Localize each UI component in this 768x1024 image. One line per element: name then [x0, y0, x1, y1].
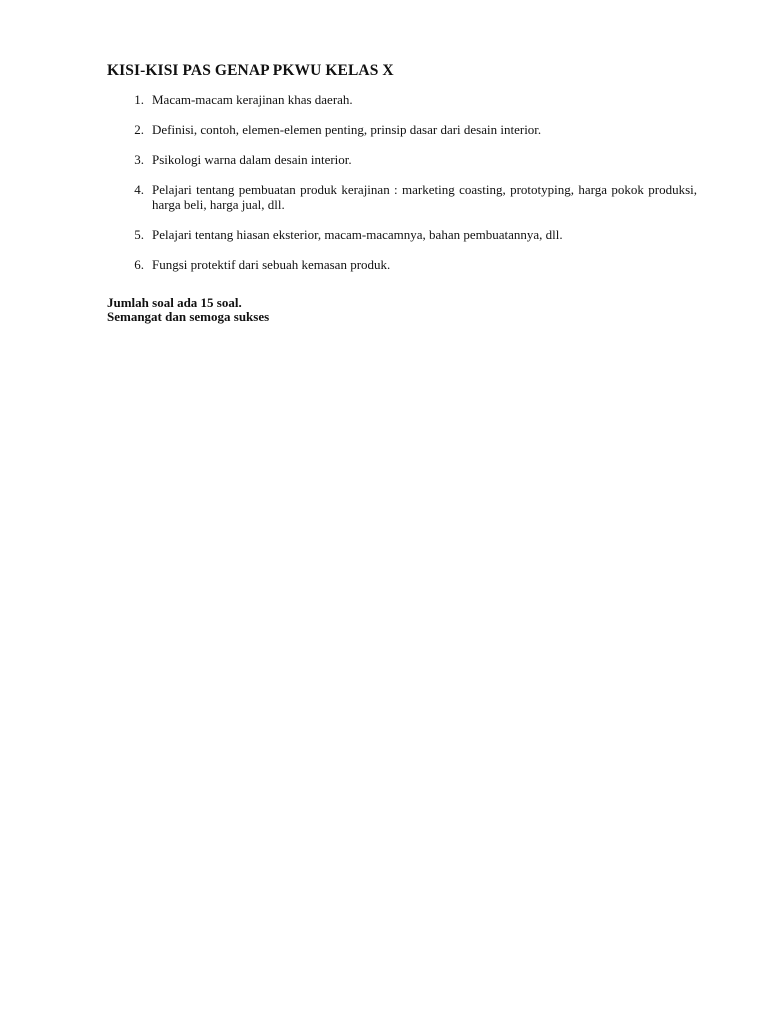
document-content [107, 62, 697, 324]
topic-text: Definisi, contoh, elemen-elemen penting, prinsip dasar dari desain interior. [152, 122, 542, 137]
topic-list [107, 92, 697, 272]
topic-text: Macam-macam kerajinan khas daerah. [152, 92, 353, 107]
topic-text: Psikologi warna dalam desain interior. [152, 152, 352, 167]
topic-number: 1. [134, 92, 144, 107]
good-luck-note: Semangat dan semoga sukses [107, 309, 270, 324]
topic-text: Pelajari tentang pembuatan produk kerajinan : marketing coasting, prototyping, harga pokok produksi, harga beli, harga jual, dll. [152, 182, 697, 212]
topic-text: Pelajari tentang hiasan eksterior, macam-macamnya, bahan pembuatannya, dll. [152, 227, 563, 242]
topic-item [107, 122, 697, 137]
footer-notes [107, 296, 697, 324]
topic-number: 4. [134, 182, 144, 197]
topic-item [107, 257, 697, 272]
topic-text: Fungsi protektif dari sebuah kemasan produk. [152, 257, 391, 272]
topic-number: 2. [134, 122, 144, 137]
topic-item [107, 92, 697, 107]
document-title: KISI-KISI PAS GENAP PKWU KELAS X [107, 62, 394, 79]
topic-number: 5. [134, 227, 144, 242]
topic-item [107, 152, 697, 167]
topic-item [107, 182, 697, 212]
topic-number: 6. [134, 257, 144, 272]
topic-item [107, 227, 697, 242]
question-count-note: Jumlah soal ada 15 soal. [107, 295, 242, 310]
topic-number: 3. [134, 152, 144, 167]
